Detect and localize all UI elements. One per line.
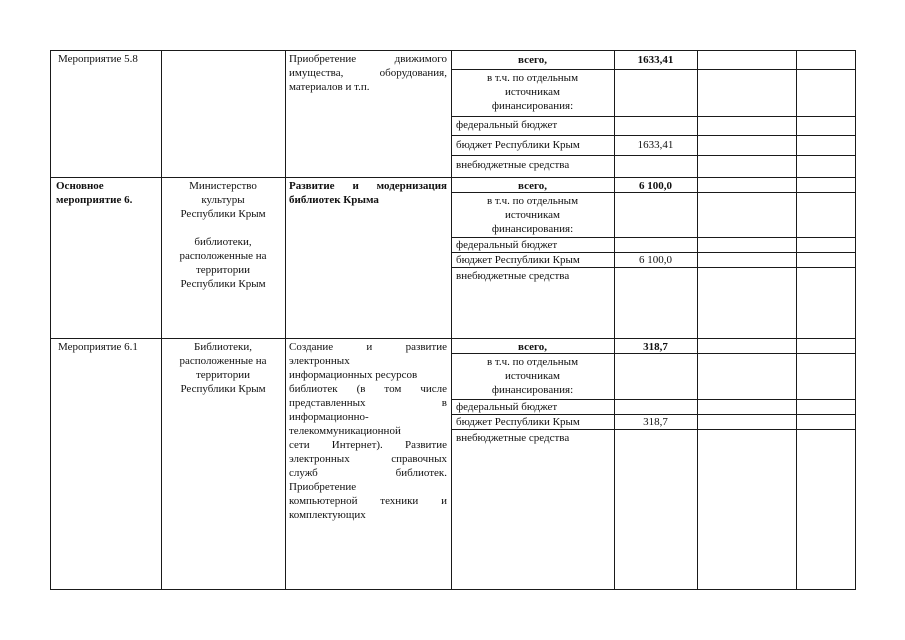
executor-line: Министерство bbox=[189, 180, 257, 192]
fin-crimea-value: 318,7 bbox=[643, 416, 668, 428]
title-line: Развитие и модернизация bbox=[289, 180, 447, 192]
fin-subrow-line bbox=[451, 155, 856, 156]
title-line: телекоммуникационной bbox=[289, 425, 401, 437]
fin-subrow-line bbox=[451, 429, 856, 430]
fin-total-value: 1633,41 bbox=[637, 54, 674, 66]
table-top-border bbox=[50, 50, 856, 51]
col-line bbox=[451, 50, 452, 590]
title-line: компьютерной техники и bbox=[289, 495, 447, 507]
fin-subrow-line bbox=[451, 267, 856, 268]
fin-extra-label: внебюджетные средства bbox=[456, 159, 570, 171]
fin-sources-line: в т.ч. по отдельным bbox=[486, 72, 579, 84]
title-line: Приобретение bbox=[289, 481, 357, 493]
fin-crimea-value: 6 100,0 bbox=[639, 254, 672, 266]
table-bottom-border bbox=[50, 589, 856, 590]
executor-line: Республики Крым bbox=[180, 383, 266, 395]
title-line: сети Интернет). Развитие bbox=[289, 439, 447, 451]
executor-line: культуры bbox=[201, 194, 245, 206]
fin-sources-line: источникам bbox=[505, 209, 560, 221]
title-line: Создание и развитие bbox=[289, 341, 447, 353]
fin-sources-line: финансирования: bbox=[491, 384, 574, 396]
executor-line: библиотеки, bbox=[194, 236, 252, 248]
measure-title bbox=[289, 52, 447, 94]
executor-line: расположенные на bbox=[179, 250, 267, 262]
executor-line: расположенные на bbox=[179, 355, 267, 367]
title-line: Приобретение движимого bbox=[289, 53, 447, 65]
fin-crimea-value: 1633,41 bbox=[637, 139, 674, 151]
measure-name: Мероприятие 6.1 bbox=[58, 341, 138, 353]
fin-sources-line: источникам bbox=[505, 370, 560, 382]
executor-line: Республики Крым bbox=[180, 278, 266, 290]
row-separator bbox=[50, 338, 856, 339]
fin-extra-label: внебюджетные средства bbox=[456, 432, 570, 444]
fin-subrow-line bbox=[451, 135, 856, 136]
measure-title bbox=[289, 179, 447, 207]
fin-crimea-label: бюджет Республики Крым bbox=[456, 139, 580, 151]
fin-federal-label: федеральный бюджет bbox=[456, 239, 558, 251]
fin-sources-line: финансирования: bbox=[491, 223, 574, 235]
title-line: комплектующих bbox=[289, 509, 366, 521]
measure-title bbox=[289, 340, 447, 522]
fin-federal-label: федеральный бюджет bbox=[456, 119, 558, 131]
col-line bbox=[855, 50, 856, 590]
col-line bbox=[796, 50, 797, 590]
executor-line: Библиотеки, bbox=[194, 341, 252, 353]
title-line: библиотек Крыма bbox=[289, 194, 379, 206]
col-line bbox=[285, 50, 286, 590]
fin-federal-label: федеральный бюджет bbox=[456, 401, 558, 413]
executor-line: территории bbox=[195, 369, 250, 381]
col-line bbox=[50, 50, 51, 590]
col-line bbox=[697, 50, 698, 590]
fin-sources-line: источникам bbox=[505, 86, 560, 98]
fin-crimea-label: бюджет Республики Крым bbox=[456, 416, 580, 428]
fin-sources-line: в т.ч. по отдельным bbox=[486, 195, 579, 207]
fin-subrow-line bbox=[451, 116, 856, 117]
fin-total-label: всего, bbox=[518, 180, 547, 192]
title-line: библиотек (в том числе bbox=[289, 383, 447, 395]
fin-sources-line: в т.ч. по отдельным bbox=[486, 356, 579, 368]
title-line: служб библиотек. bbox=[289, 467, 447, 479]
title-line: информационно- bbox=[289, 411, 369, 423]
title-line: имущества, оборудования, bbox=[289, 67, 447, 79]
fin-subrow-line bbox=[451, 69, 856, 70]
title-line: информационных ресурсов bbox=[289, 369, 418, 381]
measure-name-line: мероприятие 6. bbox=[56, 194, 133, 206]
row-separator bbox=[50, 177, 856, 178]
title-line: материалов и т.п. bbox=[289, 81, 370, 93]
fin-crimea-label: бюджет Республики Крым bbox=[456, 254, 580, 266]
fin-total-label: всего, bbox=[518, 54, 547, 66]
fin-total-value: 318,7 bbox=[643, 341, 668, 353]
fin-total-label: всего, bbox=[518, 341, 547, 353]
fin-extra-label: внебюджетные средства bbox=[456, 270, 570, 282]
col-line bbox=[614, 50, 615, 590]
measure-name: Мероприятие 5.8 bbox=[58, 53, 138, 65]
title-line: представленных в bbox=[289, 397, 447, 409]
executor-line: территории bbox=[195, 264, 250, 276]
fin-total-value: 6 100,0 bbox=[639, 180, 672, 192]
title-line: электронных bbox=[289, 355, 350, 367]
executor-line: Республики Крым bbox=[180, 208, 266, 220]
col-line bbox=[161, 50, 162, 590]
measure-name-line: Основное bbox=[56, 180, 104, 192]
fin-sources-line: финансирования: bbox=[491, 100, 574, 112]
title-line: электронных справочных bbox=[289, 453, 447, 465]
